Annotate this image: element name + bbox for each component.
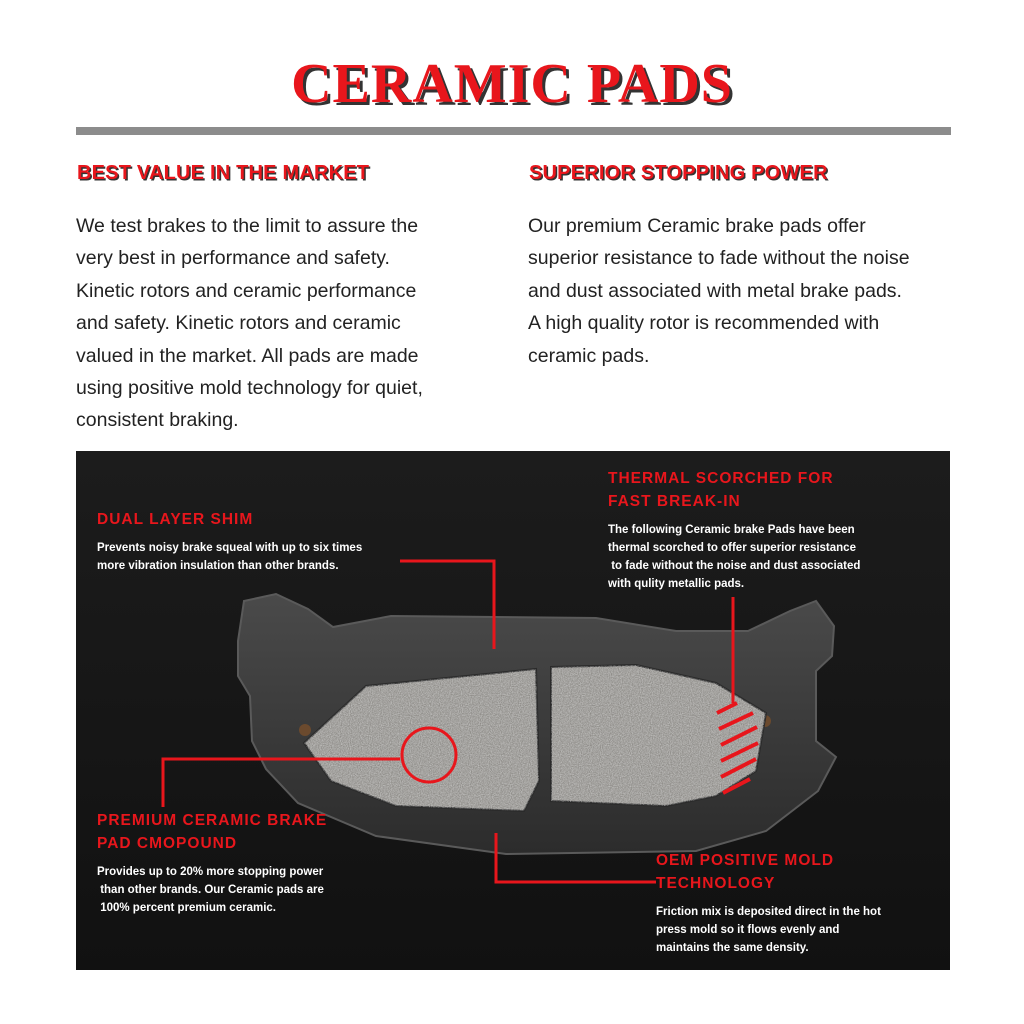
- description-line: maintains the same density.: [656, 942, 809, 954]
- left-column-heading: BEST VALUE IN THE MARKET: [77, 162, 370, 184]
- text-line: Our premium Ceramic brake pads offer: [528, 215, 866, 237]
- text-line: A high quality rotor is recommended with: [528, 312, 880, 335]
- text-line: valued in the market. All pads are made: [76, 344, 419, 367]
- rivet-left: [299, 724, 311, 736]
- feature-title: THERMAL SCORCHED FOR: [608, 470, 834, 487]
- feature-description: [97, 539, 362, 575]
- feature-panel: [76, 451, 950, 970]
- left-column-text: [76, 210, 423, 437]
- text-line: and safety. Kinetic rotors and ceramic: [76, 312, 401, 335]
- description-line: thermal scorched to offer superior resistance: [608, 542, 856, 554]
- text-line: We test brakes to the limit to assure the: [76, 215, 419, 237]
- description-line: Friction mix is deposited direct in the hot: [656, 906, 881, 918]
- dual-layer-shim-callout: [97, 508, 362, 575]
- feature-title: FAST BREAK-IN: [608, 493, 741, 510]
- description-line: Prevents noisy brake squeal with up to six times: [97, 542, 363, 554]
- feature-description: [656, 903, 881, 957]
- oem-mold-callout: [656, 849, 881, 957]
- thermal-scorched-callout: [608, 467, 860, 593]
- feature-description: [608, 521, 860, 593]
- text-line: using positive mold technology for quiet,: [76, 377, 423, 400]
- premium-compound-callout: [97, 809, 327, 917]
- description-line: press mold so it flows evenly and: [656, 924, 840, 936]
- feature-title: DUAL LAYER SHIM: [97, 511, 254, 528]
- feature-description: [97, 863, 327, 917]
- description-line: 100% percent premium ceramic.: [97, 902, 276, 914]
- text-line: consistent braking.: [76, 409, 239, 432]
- description-line: than other brands. Our Ceramic pads are: [97, 884, 324, 896]
- text-line: Kinetic rotors and ceramic performance: [76, 279, 417, 302]
- description-line: Provides up to 20% more stopping power: [97, 866, 324, 878]
- feature-title: PAD CMOPOUND: [97, 835, 238, 852]
- text-line: ceramic pads.: [528, 344, 650, 367]
- feature-title: PREMIUM CERAMIC BRAKE: [97, 812, 328, 829]
- right-column-heading: SUPERIOR STOPPING POWER: [529, 162, 828, 184]
- feature-title: OEM POSITIVE MOLD: [656, 852, 835, 869]
- text-line: very best in performance and safety.: [76, 247, 390, 270]
- description-line: more vibration insulation than other brands.: [97, 560, 339, 572]
- title-divider: [76, 127, 951, 135]
- page-title: CERAMIC PADS: [291, 53, 733, 115]
- text-line: and dust associated with metal brake pads.: [528, 279, 902, 302]
- description-line: with qulity metallic pads.: [608, 578, 745, 590]
- description-line: The following Ceramic brake Pads have been: [608, 524, 855, 536]
- right-column-text: [528, 210, 910, 372]
- feature-title: TECHNOLOGY: [656, 875, 776, 892]
- description-line: to fade without the noise and dust associated: [608, 560, 861, 572]
- text-line: superior resistance to fade without the noise: [528, 247, 910, 270]
